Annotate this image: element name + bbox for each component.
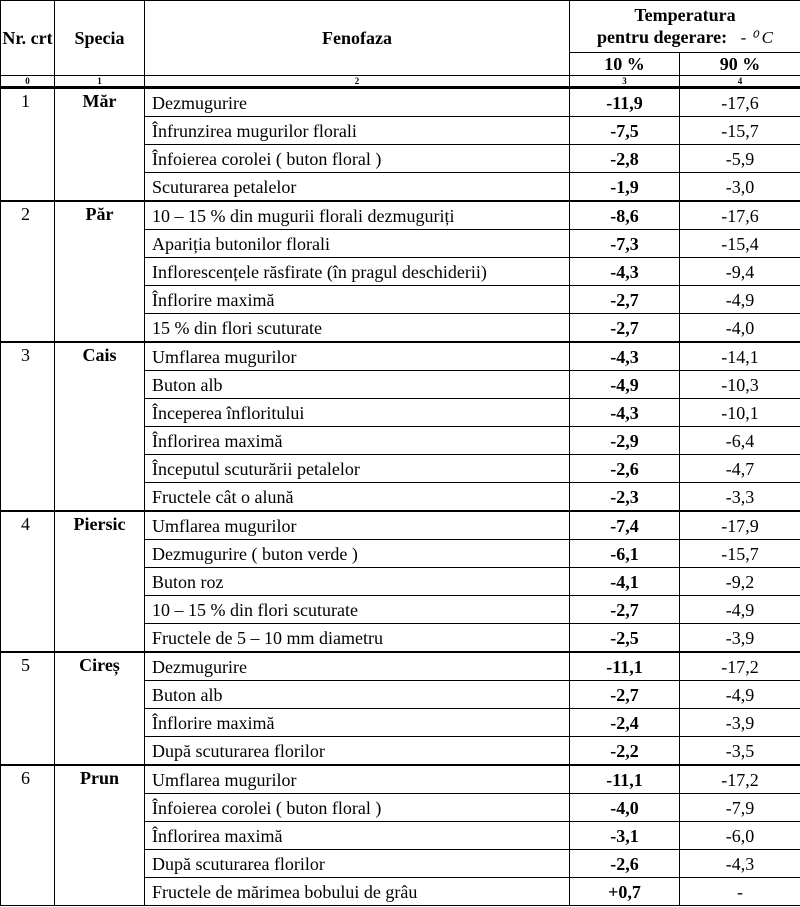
- phase-cell: Apariția butonilor florali: [145, 230, 570, 258]
- temp-90pct-cell: -6,4: [680, 427, 800, 455]
- temp-90pct-cell: -17,2: [680, 765, 800, 794]
- index-cell: 3: [570, 76, 680, 88]
- temp-10pct-cell: -2,4: [570, 709, 680, 737]
- group-number: 5: [1, 652, 55, 765]
- table-body: [1, 88, 800, 906]
- table-row: [1, 511, 800, 540]
- header-nr: [1, 1, 55, 76]
- temp-10pct-cell: -4,3: [570, 342, 680, 371]
- phase-cell: Fructele cât o alună: [145, 483, 570, 512]
- temp-10pct-cell: -7,5: [570, 117, 680, 145]
- phase-cell: Înflorirea maximă: [145, 427, 570, 455]
- temp-90pct-cell: -3,3: [680, 483, 800, 512]
- temp-10pct-cell: -1,9: [570, 173, 680, 202]
- temp-90pct-cell: -7,9: [680, 794, 800, 822]
- phase-cell: Buton alb: [145, 681, 570, 709]
- table-row: [1, 765, 800, 794]
- phase-cell: 15 % din flori scuturate: [145, 314, 570, 343]
- header-temperature: [570, 1, 800, 53]
- temp-10pct-cell: -2,2: [570, 737, 680, 766]
- temp-90pct-cell: -17,2: [680, 652, 800, 681]
- temp-90pct-cell: -6,0: [680, 822, 800, 850]
- phase-cell: 10 – 15 % din mugurii florali dezmuguriți: [145, 201, 570, 230]
- temp-90pct-cell: -10,3: [680, 371, 800, 399]
- temp-90pct-cell: -14,1: [680, 342, 800, 371]
- temp-10pct-cell: -2,7: [570, 596, 680, 624]
- temp-10pct-cell: -2,6: [570, 455, 680, 483]
- phase-cell: Înfoierea corolei ( buton floral ): [145, 145, 570, 173]
- phase-cell: Înflorirea maximă: [145, 822, 570, 850]
- temp-10pct-cell: -2,9: [570, 427, 680, 455]
- species-name: Cais: [55, 342, 145, 511]
- header-temp-line1: Temperatura: [634, 5, 736, 25]
- phase-cell: Umflarea mugurilor: [145, 342, 570, 371]
- phase-cell: Începerea înfloritului: [145, 399, 570, 427]
- header-90pct: 90 %: [680, 53, 800, 76]
- temp-90pct-cell: -17,9: [680, 511, 800, 540]
- temp-10pct-cell: -2,3: [570, 483, 680, 512]
- temp-10pct-cell: -7,3: [570, 230, 680, 258]
- phase-cell: Începutul scuturării petalelor: [145, 455, 570, 483]
- species-name: Piersic: [55, 511, 145, 652]
- temp-90pct-cell: -4,0: [680, 314, 800, 343]
- header-10pct: 10 %: [570, 53, 680, 76]
- phase-cell: 10 – 15 % din flori scuturate: [145, 596, 570, 624]
- temp-10pct-cell: -4,9: [570, 371, 680, 399]
- temp-90pct-cell: -3,5: [680, 737, 800, 766]
- phase-cell: Înfrunzirea mugurilor florali: [145, 117, 570, 145]
- group-number: 6: [1, 765, 55, 906]
- column-index-row: [1, 76, 800, 88]
- species-name: Păr: [55, 201, 145, 342]
- temp-10pct-cell: -3,1: [570, 822, 680, 850]
- table-row: [1, 652, 800, 681]
- index-cell: 4: [680, 76, 800, 88]
- temp-90pct-cell: -17,6: [680, 201, 800, 230]
- phase-cell: Inflorescențele răsfirate (în pragul deschiderii): [145, 258, 570, 286]
- temp-10pct-cell: -4,1: [570, 568, 680, 596]
- index-cell: 1: [55, 76, 145, 88]
- temp-90pct-cell: -9,2: [680, 568, 800, 596]
- header-nr-label: Nr. crt: [2, 28, 53, 48]
- temp-10pct-cell: -4,3: [570, 258, 680, 286]
- temp-10pct-cell: -7,4: [570, 511, 680, 540]
- temp-90pct-cell: -4,7: [680, 455, 800, 483]
- temp-10pct-cell: -11,9: [570, 88, 680, 117]
- temp-10pct-cell: +0,7: [570, 878, 680, 906]
- temp-90pct-cell: -3,0: [680, 173, 800, 202]
- temp-90pct-cell: -4,3: [680, 850, 800, 878]
- temp-10pct-cell: -2,5: [570, 624, 680, 653]
- temp-90pct-cell: -15,4: [680, 230, 800, 258]
- header-fenofaza: Fenofaza: [145, 1, 570, 76]
- phase-cell: După scuturarea florilor: [145, 850, 570, 878]
- phase-cell: Înflorire maximă: [145, 286, 570, 314]
- temp-10pct-cell: -11,1: [570, 765, 680, 794]
- temp-10pct-cell: -2,6: [570, 850, 680, 878]
- temp-10pct-cell: -6,1: [570, 540, 680, 568]
- species-name: Cireș: [55, 652, 145, 765]
- temp-90pct-cell: -15,7: [680, 540, 800, 568]
- temp-90pct-cell: -9,4: [680, 258, 800, 286]
- phase-cell: Fructele de mărimea bobului de grâu: [145, 878, 570, 906]
- temp-90pct-cell: -17,6: [680, 88, 800, 117]
- table-row: [1, 201, 800, 230]
- temp-10pct-cell: -2,8: [570, 145, 680, 173]
- group-number: 1: [1, 88, 55, 202]
- header-specia: Specia: [55, 1, 145, 76]
- temp-10pct-cell: -4,0: [570, 794, 680, 822]
- temp-10pct-cell: -2,7: [570, 286, 680, 314]
- phase-cell: Umflarea mugurilor: [145, 765, 570, 794]
- temp-10pct-cell: -8,6: [570, 201, 680, 230]
- temp-90pct-cell: -5,9: [680, 145, 800, 173]
- temp-90pct-cell: -4,9: [680, 596, 800, 624]
- temp-10pct-cell: -4,3: [570, 399, 680, 427]
- phase-cell: După scuturarea florilor: [145, 737, 570, 766]
- header-temp-line2: [570, 26, 800, 49]
- phase-cell: Scuturarea petalelor: [145, 173, 570, 202]
- phase-cell: Buton roz: [145, 568, 570, 596]
- species-name: Măr: [55, 88, 145, 202]
- index-cell: 0: [1, 76, 55, 88]
- table-row: [1, 342, 800, 371]
- temp-90pct-cell: -4,9: [680, 681, 800, 709]
- temp-90pct-cell: -: [680, 878, 800, 906]
- temp-90pct-cell: -4,9: [680, 286, 800, 314]
- temp-90pct-cell: -15,7: [680, 117, 800, 145]
- phase-cell: Dezmugurire ( buton verde ): [145, 540, 570, 568]
- group-number: 4: [1, 511, 55, 652]
- temp-10pct-cell: -2,7: [570, 314, 680, 343]
- phase-cell: Înfoierea corolei ( buton floral ): [145, 794, 570, 822]
- header-temp-line2-text: pentru degerare:: [597, 27, 728, 47]
- temp-90pct-cell: -3,9: [680, 624, 800, 653]
- species-name: Prun: [55, 765, 145, 906]
- phase-cell: Buton alb: [145, 371, 570, 399]
- temp-10pct-cell: -2,7: [570, 681, 680, 709]
- temp-10pct-cell: -11,1: [570, 652, 680, 681]
- table-row: [1, 88, 800, 117]
- phase-cell: Umflarea mugurilor: [145, 511, 570, 540]
- phase-cell: Fructele de 5 – 10 mm diametru: [145, 624, 570, 653]
- phase-cell: Dezmugurire: [145, 88, 570, 117]
- temp-90pct-cell: -3,9: [680, 709, 800, 737]
- phase-cell: Dezmugurire: [145, 652, 570, 681]
- group-number: 2: [1, 201, 55, 342]
- header-temp-unit: - ⁰ C: [740, 28, 773, 47]
- group-number: 3: [1, 342, 55, 511]
- phase-cell: Înflorire maximă: [145, 709, 570, 737]
- temp-90pct-cell: -10,1: [680, 399, 800, 427]
- index-cell: 2: [145, 76, 570, 88]
